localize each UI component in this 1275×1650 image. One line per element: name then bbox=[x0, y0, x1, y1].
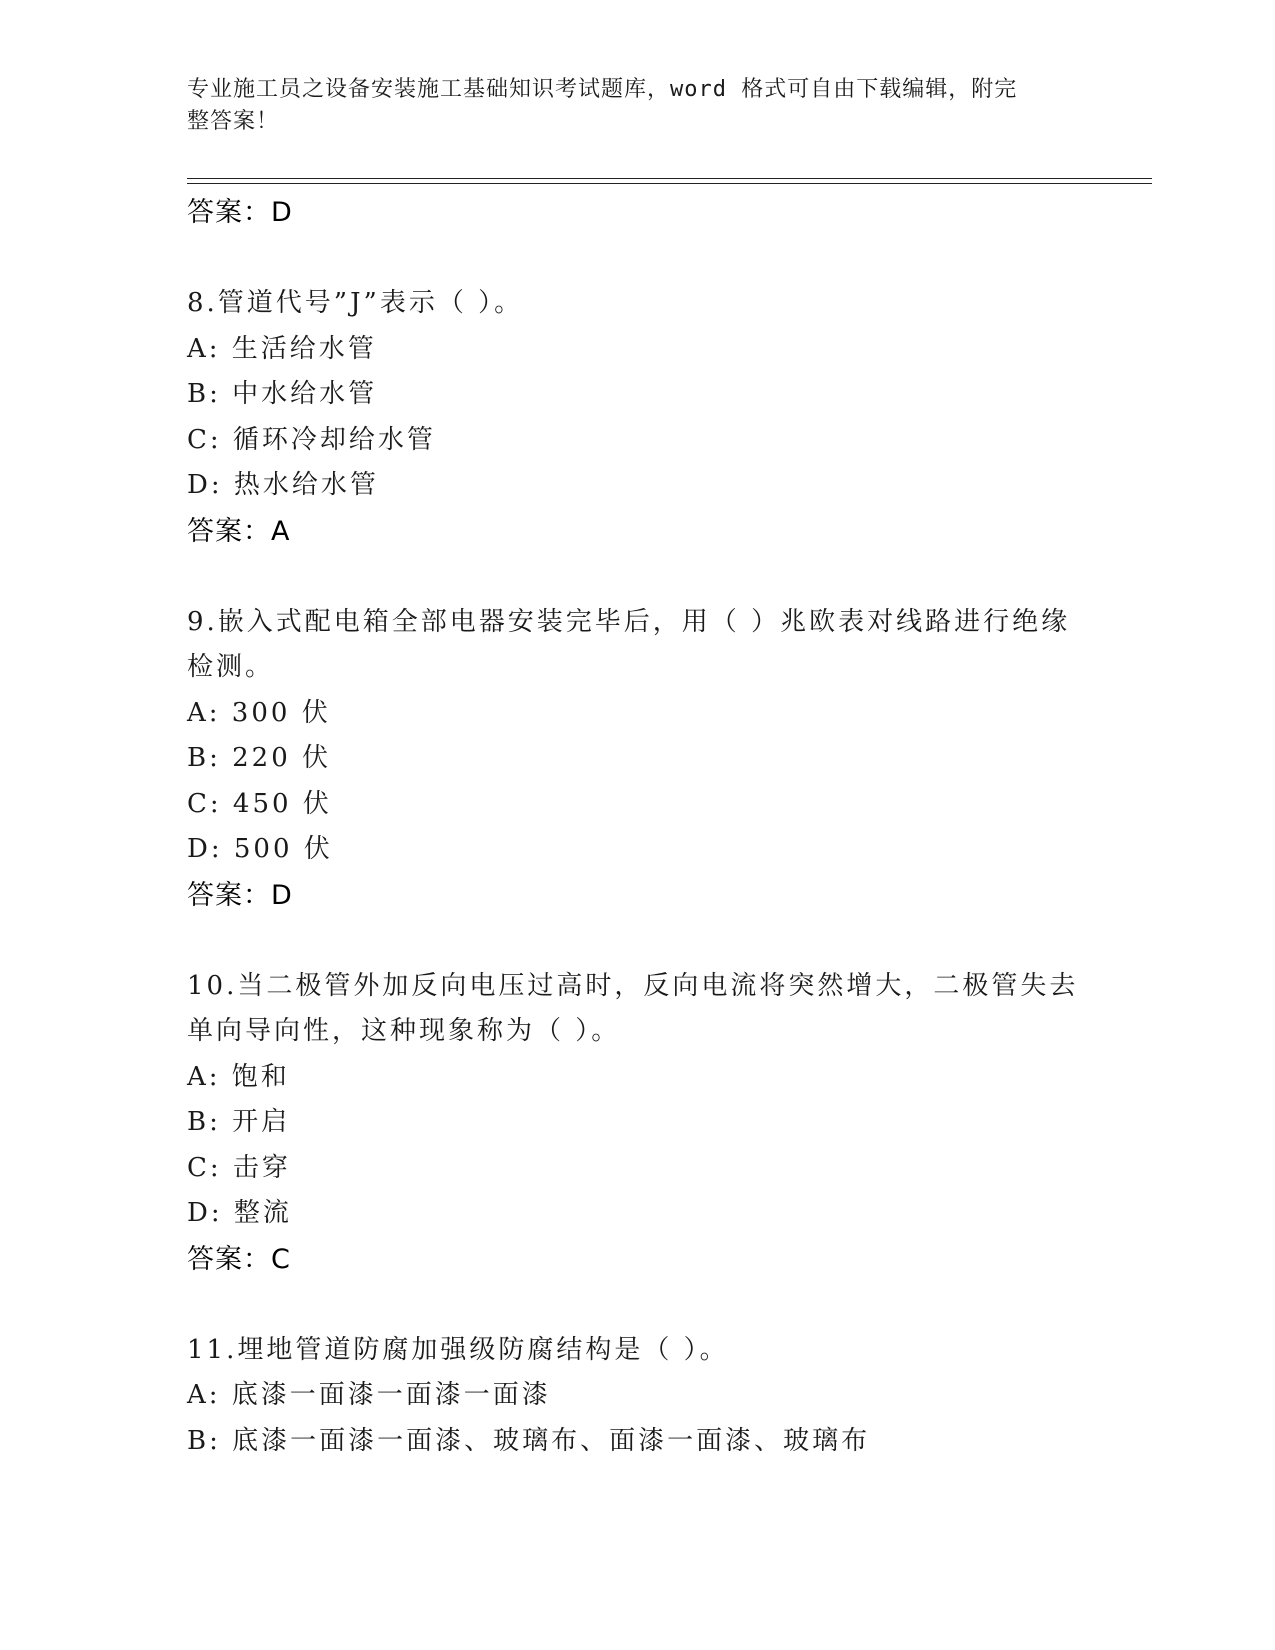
option-b: B: 开启 bbox=[187, 1107, 291, 1137]
spacer bbox=[187, 554, 1087, 600]
answer-q10: 答案：C bbox=[187, 1243, 291, 1275]
answer-q7: 答案：D bbox=[187, 197, 293, 228]
question-9 bbox=[187, 600, 1087, 919]
spacer bbox=[187, 236, 1087, 282]
option-a: A: 300 伏 bbox=[187, 697, 331, 728]
option-c: C: 循环冷却给水管 bbox=[187, 424, 436, 455]
header-line-2: 整答案！ bbox=[187, 109, 280, 134]
question-stem-line-2: 单向导向性，这种现象称为（ ）。 bbox=[187, 1016, 621, 1046]
answer-q8: 答案：A bbox=[187, 515, 291, 547]
option-c: C: 击穿 bbox=[187, 1152, 291, 1183]
question-stem-line-2: 检测。 bbox=[187, 652, 275, 682]
option-d: D: 500 伏 bbox=[187, 834, 333, 864]
page-header bbox=[187, 74, 1067, 138]
question-stem: 11.埋地管道防腐加强级防腐结构是（ ）。 bbox=[187, 1334, 729, 1365]
option-d: D: 热水给水管 bbox=[187, 470, 379, 500]
question-stem: 8.管道代号”J”表示（ ）。 bbox=[187, 288, 524, 318]
option-a: A: 饱和 bbox=[187, 1061, 290, 1092]
option-b: B: 中水给水管 bbox=[187, 379, 378, 409]
spacer bbox=[187, 1282, 1087, 1328]
header-line-1: 专业施工员之设备安装施工基础知识考试题库，word 格式可自由下载编辑，附完 bbox=[187, 77, 1018, 102]
question-stem-line-1: 10.当二极管外加反向电压过高时，反向电流将突然增大，二极管失去 bbox=[187, 970, 1079, 1001]
answer-q9: 答案：D bbox=[187, 879, 293, 911]
question-8 bbox=[187, 281, 1087, 554]
question-stem-line-1: 9.嵌入式配电箱全部电器安装完毕后，用（ ）兆欧表对线路进行绝缘 bbox=[187, 606, 1071, 637]
question-11 bbox=[187, 1328, 1087, 1465]
option-a: A: 底漆一面漆一面漆一面漆 bbox=[187, 1380, 551, 1410]
option-c: C: 450 伏 bbox=[187, 788, 332, 819]
question-10 bbox=[187, 964, 1087, 1283]
header-rule-bottom bbox=[187, 183, 1152, 184]
spacer bbox=[187, 918, 1087, 964]
header-rule-top bbox=[187, 178, 1152, 179]
option-d: D: 整流 bbox=[187, 1198, 292, 1228]
option-a: A: 生活给水管 bbox=[187, 333, 377, 364]
option-b: B: 220 伏 bbox=[187, 743, 332, 773]
option-b: B: 底漆一面漆一面漆、玻璃布、面漆一面漆、玻璃布 bbox=[187, 1425, 871, 1456]
question-list bbox=[187, 190, 1087, 1464]
